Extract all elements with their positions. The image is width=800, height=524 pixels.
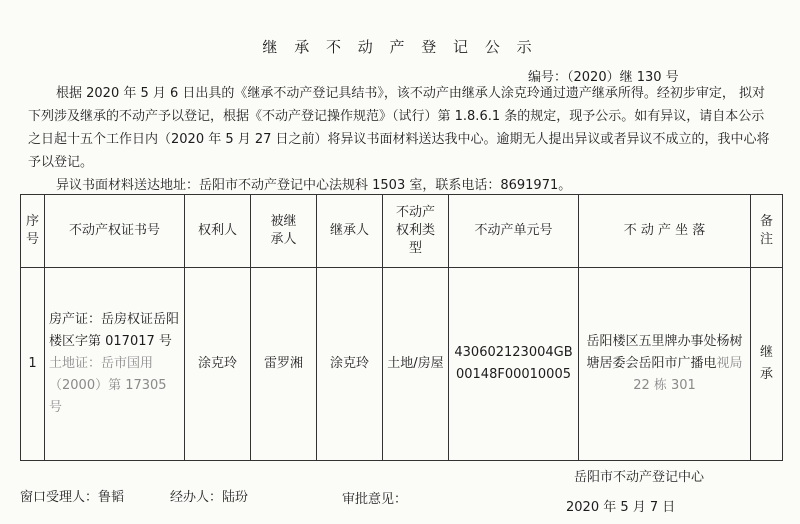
cell-heir: 涂克玲	[317, 268, 383, 461]
cell-unit-number: 430602123004GB00148F00010005	[449, 268, 579, 461]
cell-seq: 1	[21, 268, 45, 461]
header-unit-number: 不动产单元号	[449, 195, 579, 268]
header-seq: 序 号	[21, 195, 45, 268]
cell-certificate	[45, 268, 185, 461]
header-location: 不 动 产 坐 落	[579, 195, 751, 268]
cell-location	[579, 268, 751, 461]
issue-date: 2020 年 5 月 7 日	[566, 500, 676, 515]
review-opinion: 审批意见：	[342, 492, 408, 507]
cell-holder: 涂克玲	[185, 268, 251, 461]
property-table	[20, 194, 783, 461]
window-receiver: 窗口受理人：鲁韬	[20, 490, 125, 505]
header-holder: 权利人	[185, 195, 251, 268]
handler: 经办人：陆玢	[170, 490, 249, 505]
location-faded: 视局 22 栋 301	[633, 356, 743, 393]
cell-deceased: 雷罗湘	[251, 268, 317, 461]
objection-contact: 异议书面材料送达地址：岳阳市不动产登记中心法规科 1503 室，联系电话：8691971。	[56, 178, 572, 193]
table-row	[21, 268, 783, 461]
location-main: 岳阳楼区五里牌办事处杨树塘居委会岳阳市广播电	[586, 334, 743, 371]
header-right-type: 不动产 权利类 型	[383, 195, 449, 268]
cert-house: 房产证：岳房权证岳阳楼区字第 017017 号	[49, 312, 180, 349]
table-header-row	[21, 195, 783, 268]
cell-right-type: 土地/房屋	[383, 268, 449, 461]
notice-body: 根据 2020 年 5 月 6 日出具的《继承不动产登记具结书》，该不动产由继承人涂克玲通过遗产继承所得。经初步审定， 拟对下列涉及继承的不动产予以登记，根据《不动产登记操作规范》（试行）第 1.8.6.1 条的规定，现予公示。如有异议，请自本公示之日起十五个工作日内（2020 年 5 月 27 日之前）将异议书面材料送达我中心。逾期无人提出异议或者异议不成立的，我中心将予以登记。	[28, 86, 770, 170]
page-title: 继 承 不 动 产 登 记 公 示	[262, 38, 538, 56]
header-deceased: 被继 承人	[251, 195, 317, 268]
header-certificate: 不动产权证书号	[45, 195, 185, 268]
header-note: 备 注	[751, 195, 783, 268]
cert-land: 土地证：岳市国用（2000）第 17305 号	[49, 356, 167, 415]
cell-note: 继 承	[751, 268, 783, 461]
header-heir: 继承人	[317, 195, 383, 268]
issuing-organization: 岳阳市不动产登记中心	[574, 470, 705, 485]
document-number: 编号：（2020）继 130 号	[528, 70, 679, 85]
